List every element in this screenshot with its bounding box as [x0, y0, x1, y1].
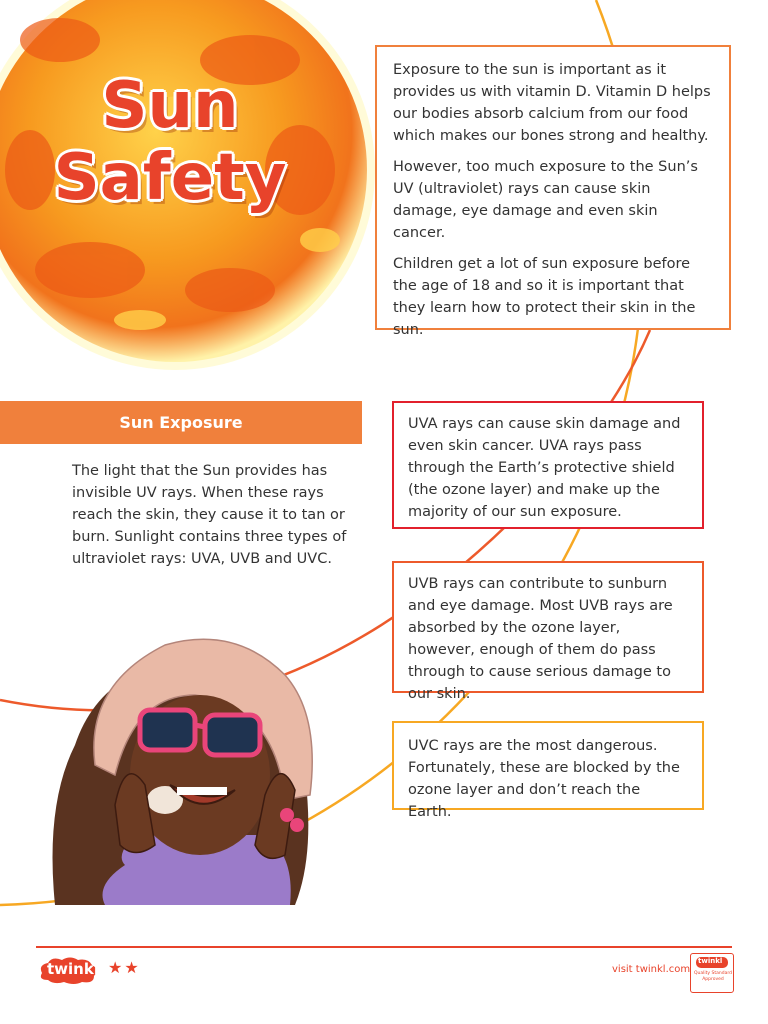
uva-text: UVA rays can cause skin damage and even skin cancer. UVA rays pass through the Earth’s protective shield (the ozone layer) and make up the majority of our sun exposure.: [408, 416, 681, 520]
star-icons: ★★: [108, 958, 141, 977]
section-heading-sun-exposure: Sun Exposure: [0, 401, 362, 444]
intro-box: [375, 45, 731, 338]
quality-badge: [690, 953, 734, 993]
badge-name: twinkl: [698, 957, 723, 965]
uvb-box: [392, 561, 704, 702]
visit-link[interactable]: visit twinkl.com: [612, 964, 691, 975]
sun-exposure-text: The light that the Sun provides has invisible UV rays. When these rays reach the skin, they cause it to tan or burn. Sunlight contains three types of ultraviolet rays: UVA, UVB and UVC.: [72, 463, 347, 567]
page-title: [40, 70, 300, 214]
uvc-box: [392, 721, 704, 820]
intro-paragraph: Children get a lot of sun exposure before the age of 18 and so it is important that they learn how to protect their skin in the sun.: [393, 256, 696, 338]
intro-paragraph: Exposure to the sun is important as it provides us with vitamin D. Vitamin D helps our bodies absorb calcium from our food which makes our bones strong and healthy.: [393, 62, 711, 144]
uva-box: [392, 401, 704, 529]
girl-applying-sunscreen-illustration: [35, 625, 345, 905]
intro-paragraph: However, too much exposure to the Sun’s UV (ultraviolet) rays can cause skin damage, eye damage and even skin cancer.: [393, 159, 698, 241]
badge-subtitle: Quality Standard Approved: [694, 971, 732, 982]
twinkl-logo-text: twinkl: [47, 960, 99, 978]
uvb-text: UVB rays can contribute to sunburn and eye damage. Most UVB rays are absorbed by the ozone layer, however, enough of them do pass through to cause serious damage to our skin.: [408, 576, 673, 702]
title-line-1: Sun: [101, 69, 239, 143]
footer-divider: [36, 946, 732, 948]
uvc-text: UVC rays are the most dangerous. Fortunately, these are blocked by the ozone layer and don’t reach the Earth.: [408, 738, 680, 820]
title-line-2: Safety: [53, 141, 287, 215]
